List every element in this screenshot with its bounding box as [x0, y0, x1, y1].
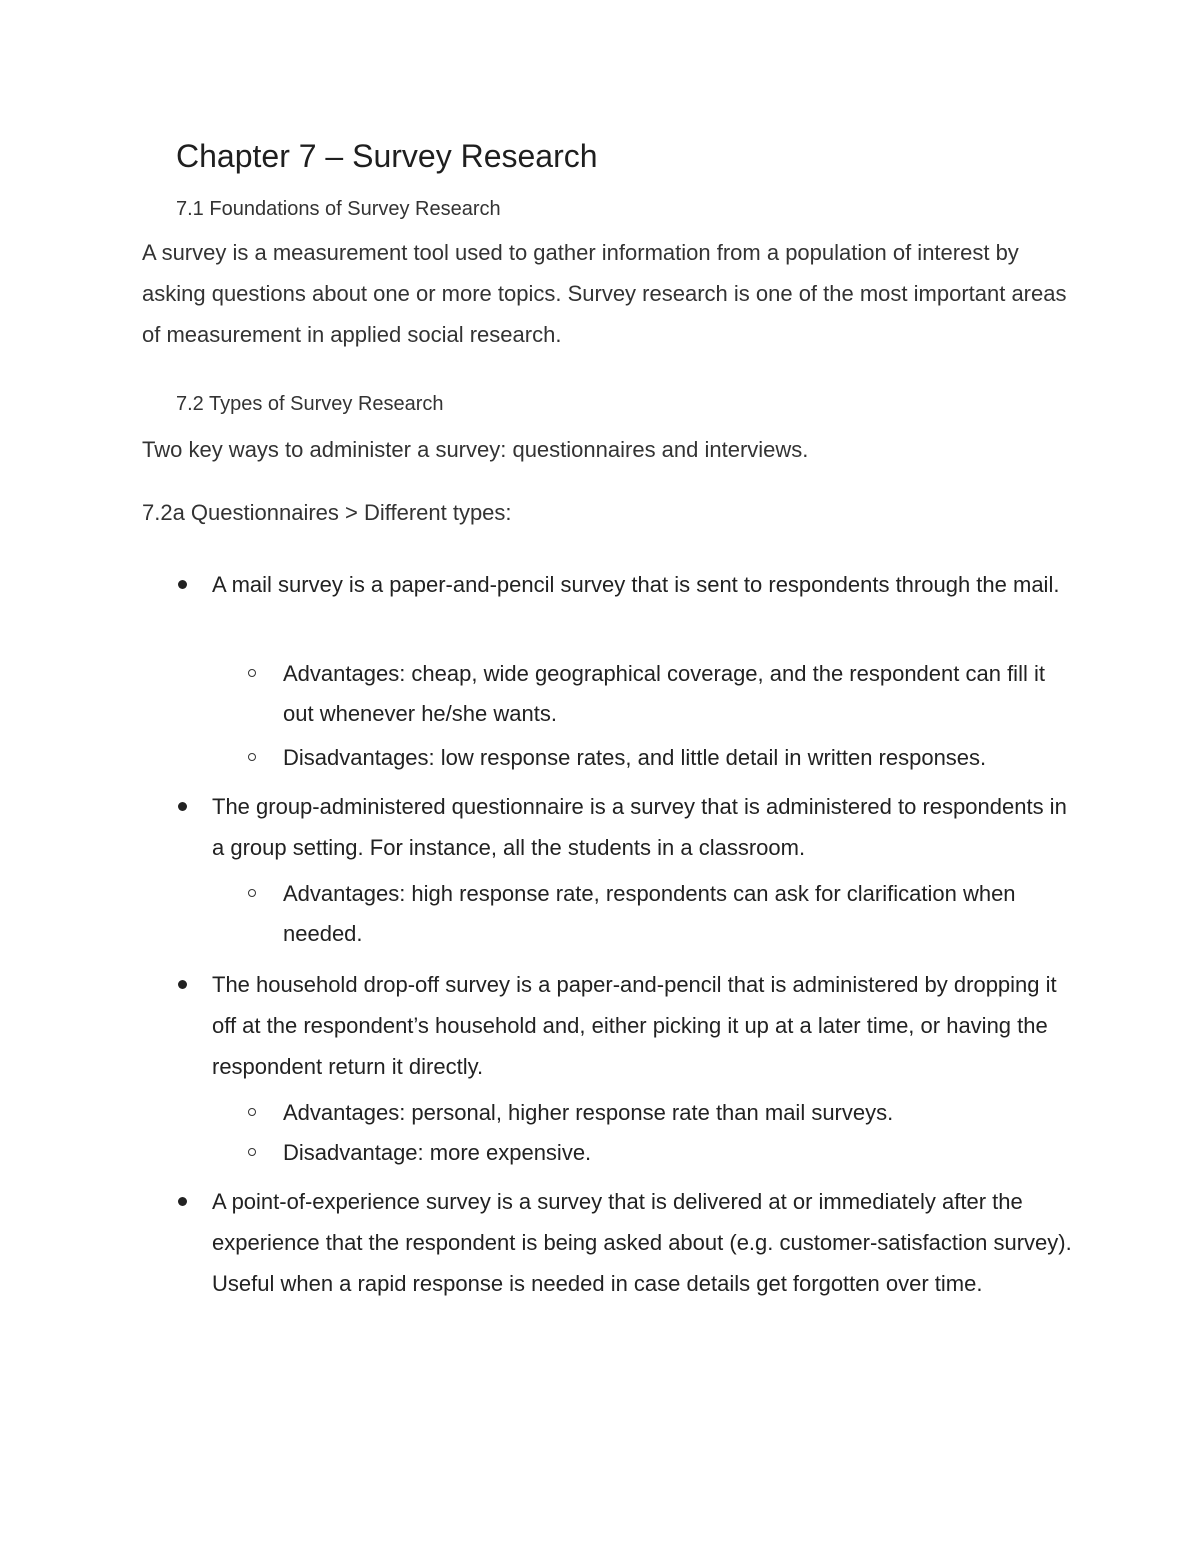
- hollow-bullet-icon: [248, 1148, 256, 1156]
- sub-list-item-text: Advantages: personal, higher response rate than mail surveys.: [283, 1100, 894, 1125]
- hollow-bullet-icon: [248, 889, 256, 897]
- sub-list-item: [0, 1133, 1200, 1181]
- hollow-bullet-icon: [248, 753, 256, 761]
- section-heading-7-1: 7.1 Foundations of Survey Research: [176, 198, 501, 220]
- hollow-bullet-icon: [248, 669, 256, 677]
- bullet-dot-icon: [178, 1197, 187, 1206]
- sub-list-item: [0, 874, 1200, 964]
- bullet-dot-icon: [178, 580, 187, 589]
- sub-list-item-text: Disadvantages: low response rates, and little detail in written responses.: [283, 745, 987, 770]
- list-item: [0, 564, 1200, 646]
- list-item-text: The group-administered questionnaire is a survey that is administered to respondents in a group setting. For instance, all the students in a classroom.: [212, 794, 1067, 860]
- list-item: [0, 964, 1200, 1087]
- list-item-text: The household drop-off survey is a paper-and-pencil that is administered by dropping it off at the respondent’s household and, either picking it up at a later time, or having the respondent return it directly.: [212, 972, 1057, 1079]
- list-item-text: A point-of-experience survey is a survey that is delivered at or immediately after the experience that the respondent is being asked about (e.g. customer-satisfaction survey). Useful when a rapid response is needed in case details get forgotten over time.: [212, 1189, 1072, 1296]
- list-item-text: A mail survey is a paper-and-pencil survey that is sent to respondents through the mail.: [212, 572, 1060, 597]
- list-item: [0, 786, 1200, 868]
- bullet-dot-icon: [178, 802, 187, 811]
- sub-list-item: [0, 654, 1200, 738]
- page-title: Chapter 7 – Survey Research: [176, 138, 598, 174]
- bullet-dot-icon: [178, 980, 187, 989]
- sub-list-item-text: Advantages: cheap, wide geographical coverage, and the respondent can fill it out whenever he/she wants.: [283, 661, 1045, 726]
- sub-list-item-text: Disadvantage: more expensive.: [283, 1140, 592, 1165]
- section-body-7-1: A survey is a measurement tool used to gather information from a population of interest by asking questions about one or more topics. Survey research is one of the most important areas of measurement in applied social research.: [142, 240, 1067, 347]
- section-heading-7-2: 7.2 Types of Survey Research: [176, 393, 444, 415]
- section-heading-7-2a: 7.2a Questionnaires > Different types:: [142, 500, 512, 525]
- list-item: [0, 1181, 1200, 1345]
- sub-list-item-text: Advantages: high response rate, respondents can ask for clarification when needed.: [283, 881, 1016, 946]
- sub-list-item: [0, 738, 1200, 786]
- sub-list-item: [0, 1093, 1200, 1133]
- questionnaire-types-list: [0, 564, 1200, 1345]
- hollow-bullet-icon: [248, 1108, 256, 1116]
- section-body-7-2: Two key ways to administer a survey: questionnaires and interviews.: [142, 437, 809, 462]
